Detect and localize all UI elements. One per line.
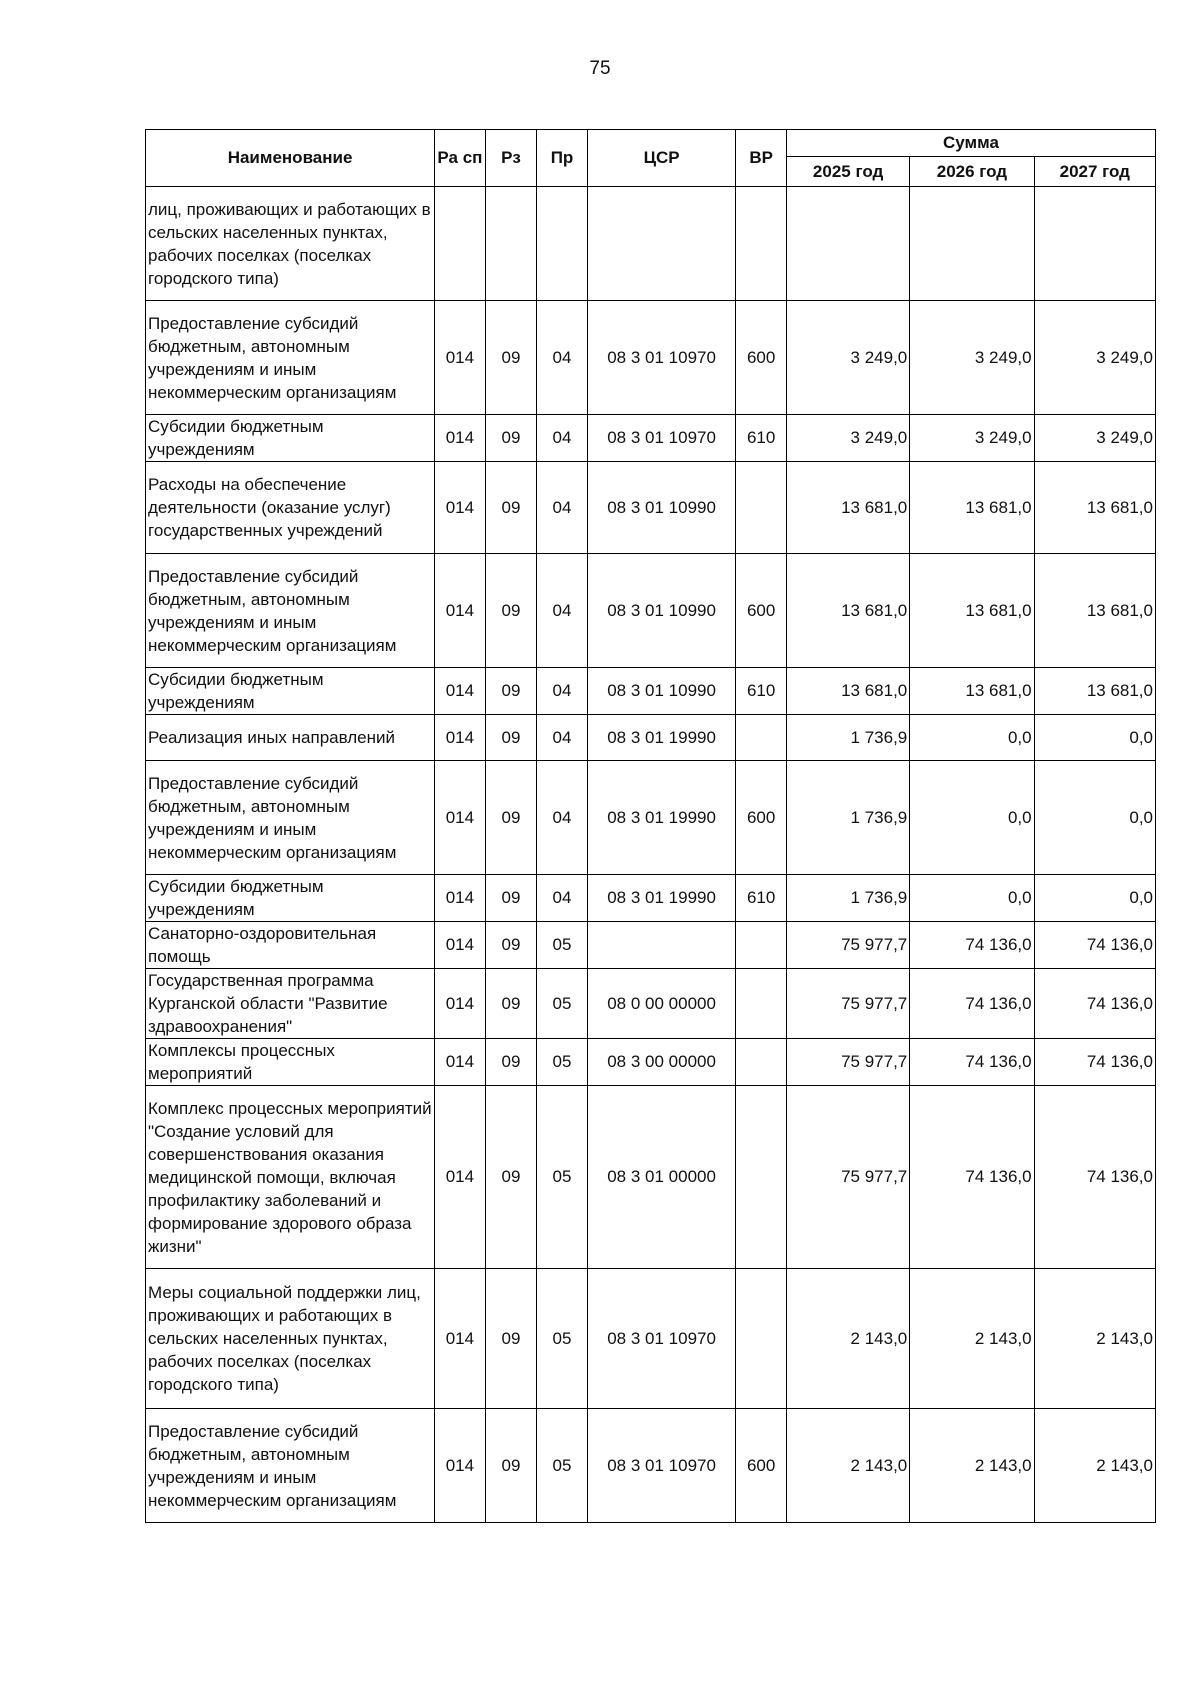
header-name: Наименование [146, 130, 435, 187]
row-sum-2026: 3 249,0 [910, 415, 1034, 462]
row-rasp: 014 [435, 462, 486, 554]
row-vr [736, 969, 787, 1039]
row-rasp: 014 [435, 1039, 486, 1086]
row-pr: 04 [537, 875, 588, 922]
row-sum-2026: 13 681,0 [910, 668, 1034, 715]
row-rasp: 014 [435, 1409, 486, 1523]
row-rasp: 014 [435, 1269, 486, 1409]
row-sum-2026: 13 681,0 [910, 462, 1034, 554]
table-row [146, 1039, 1156, 1086]
page-number: 75 [589, 58, 611, 79]
row-vr: 600 [736, 301, 787, 415]
row-rz: 09 [485, 554, 537, 668]
row-sum-2027: 0,0 [1034, 875, 1155, 922]
table-row [146, 761, 1156, 875]
row-rasp: 014 [435, 554, 486, 668]
table-row [146, 462, 1156, 554]
row-sum-2027: 74 136,0 [1034, 922, 1155, 969]
table-row [146, 415, 1156, 462]
row-sum-2027: 74 136,0 [1034, 1039, 1155, 1086]
row-name: Санаторно-оздоровительная помощь [146, 922, 435, 969]
budget-table [145, 129, 1156, 1523]
row-pr: 05 [537, 1086, 588, 1269]
row-name: лиц, проживающих и работающих в сельских населенных пунктах, рабочих поселках (поселках городского типа) [146, 187, 435, 301]
row-sum-2027: 3 249,0 [1034, 415, 1155, 462]
row-sum-2025: 75 977,7 [786, 1039, 909, 1086]
table-row [146, 969, 1156, 1039]
table-row [146, 875, 1156, 922]
row-sum-2027: 2 143,0 [1034, 1269, 1155, 1409]
row-name: Расходы на обеспечение деятельности (оказание услуг) государственных учреждений [146, 462, 435, 554]
row-rz: 09 [485, 301, 537, 415]
row-pr: 05 [537, 1409, 588, 1523]
row-sum-2025: 1 736,9 [786, 875, 909, 922]
row-sum-2026: 2 143,0 [910, 1269, 1034, 1409]
header-csr: ЦСР [587, 130, 736, 187]
row-rasp: 014 [435, 301, 486, 415]
row-rz: 09 [485, 1409, 537, 1523]
header-pr: Пр [537, 130, 588, 187]
row-sum-2026: 74 136,0 [910, 969, 1034, 1039]
row-vr [736, 1086, 787, 1269]
row-sum-2025: 75 977,7 [786, 969, 909, 1039]
row-sum-2027: 3 249,0 [1034, 301, 1155, 415]
row-pr: 05 [537, 1269, 588, 1409]
row-rz: 09 [485, 1039, 537, 1086]
row-pr: 04 [537, 668, 588, 715]
row-name: Меры социальной поддержки лиц, проживающих и работающих в сельских населенных пунктах, рабочих поселках (поселках городского типа) [146, 1269, 435, 1409]
row-name: Субсидии бюджетным учреждениям [146, 875, 435, 922]
row-rz: 09 [485, 415, 537, 462]
header-year-2027: 2027 год [1034, 157, 1155, 187]
row-csr: 08 3 01 19990 [587, 715, 736, 761]
row-vr [736, 922, 787, 969]
row-csr [587, 922, 736, 969]
row-rz [485, 187, 537, 301]
row-sum-2026: 2 143,0 [910, 1409, 1034, 1523]
row-rz: 09 [485, 922, 537, 969]
row-sum-2025: 75 977,7 [786, 922, 909, 969]
row-name: Комплексы процессных мероприятий [146, 1039, 435, 1086]
row-vr [736, 187, 787, 301]
header-vr: ВР [736, 130, 787, 187]
row-pr: 04 [537, 554, 588, 668]
row-pr: 04 [537, 715, 588, 761]
row-sum-2027: 74 136,0 [1034, 969, 1155, 1039]
row-name: Предоставление субсидий бюджетным, автономным учреждениям и иным некоммерческим организациям [146, 761, 435, 875]
row-sum-2027: 0,0 [1034, 715, 1155, 761]
table-row [146, 1409, 1156, 1523]
row-csr: 08 3 01 00000 [587, 1086, 736, 1269]
header-sum: Сумма [786, 130, 1155, 157]
row-rz: 09 [485, 969, 537, 1039]
row-csr: 08 3 01 19990 [587, 875, 736, 922]
row-name: Субсидии бюджетным учреждениям [146, 668, 435, 715]
header-rasp: Ра сп [435, 130, 486, 187]
row-name: Предоставление субсидий бюджетным, автономным учреждениям и иным некоммерческим организациям [146, 301, 435, 415]
row-rz: 09 [485, 875, 537, 922]
row-name: Предоставление субсидий бюджетным, автономным учреждениям и иным некоммерческим организациям [146, 1409, 435, 1523]
row-rz: 09 [485, 761, 537, 875]
row-sum-2027 [1034, 187, 1155, 301]
row-sum-2025 [786, 187, 909, 301]
row-vr [736, 462, 787, 554]
table-row [146, 668, 1156, 715]
row-csr: 08 3 00 00000 [587, 1039, 736, 1086]
table-row [146, 554, 1156, 668]
row-vr: 600 [736, 761, 787, 875]
row-pr: 05 [537, 922, 588, 969]
row-rz: 09 [485, 715, 537, 761]
row-vr: 610 [736, 875, 787, 922]
row-csr: 08 3 01 10970 [587, 1409, 736, 1523]
row-rasp: 014 [435, 875, 486, 922]
row-vr [736, 1039, 787, 1086]
header-year-2026: 2026 год [910, 157, 1034, 187]
row-rasp [435, 187, 486, 301]
row-vr: 610 [736, 415, 787, 462]
row-vr [736, 1269, 787, 1409]
table-row [146, 715, 1156, 761]
row-rasp: 014 [435, 415, 486, 462]
row-sum-2025: 3 249,0 [786, 415, 909, 462]
row-pr [537, 187, 588, 301]
row-rz: 09 [485, 668, 537, 715]
row-rasp: 014 [435, 1086, 486, 1269]
table-row [146, 922, 1156, 969]
row-sum-2026: 0,0 [910, 875, 1034, 922]
table-row [146, 1086, 1156, 1269]
row-sum-2026: 74 136,0 [910, 1039, 1034, 1086]
table-row [146, 301, 1156, 415]
row-pr: 05 [537, 1039, 588, 1086]
row-sum-2025: 1 736,9 [786, 761, 909, 875]
row-csr: 08 3 01 10990 [587, 668, 736, 715]
row-sum-2025: 2 143,0 [786, 1409, 909, 1523]
row-rz: 09 [485, 1269, 537, 1409]
row-vr: 600 [736, 554, 787, 668]
row-csr [587, 187, 736, 301]
row-sum-2025: 13 681,0 [786, 462, 909, 554]
row-csr: 08 0 00 00000 [587, 969, 736, 1039]
row-pr: 04 [537, 761, 588, 875]
row-vr: 600 [736, 1409, 787, 1523]
row-sum-2027: 0,0 [1034, 761, 1155, 875]
row-sum-2026: 0,0 [910, 715, 1034, 761]
row-sum-2027: 13 681,0 [1034, 462, 1155, 554]
row-sum-2025: 13 681,0 [786, 668, 909, 715]
row-pr: 04 [537, 415, 588, 462]
row-vr: 610 [736, 668, 787, 715]
row-sum-2026: 74 136,0 [910, 1086, 1034, 1269]
row-sum-2026: 3 249,0 [910, 301, 1034, 415]
row-name: Субсидии бюджетным учреждениям [146, 415, 435, 462]
row-sum-2027: 2 143,0 [1034, 1409, 1155, 1523]
row-csr: 08 3 01 10990 [587, 462, 736, 554]
row-sum-2026: 13 681,0 [910, 554, 1034, 668]
row-sum-2027: 13 681,0 [1034, 554, 1155, 668]
row-pr: 05 [537, 969, 588, 1039]
row-csr: 08 3 01 10970 [587, 415, 736, 462]
row-pr: 04 [537, 462, 588, 554]
header-rz: Рз [485, 130, 537, 187]
row-name: Реализация иных направлений [146, 715, 435, 761]
row-rasp: 014 [435, 761, 486, 875]
row-rasp: 014 [435, 922, 486, 969]
row-rz: 09 [485, 462, 537, 554]
table-row [146, 187, 1156, 301]
row-sum-2025: 75 977,7 [786, 1086, 909, 1269]
row-pr: 04 [537, 301, 588, 415]
row-csr: 08 3 01 10970 [587, 301, 736, 415]
row-rasp: 014 [435, 969, 486, 1039]
row-sum-2025: 13 681,0 [786, 554, 909, 668]
row-sum-2025: 1 736,9 [786, 715, 909, 761]
row-sum-2026 [910, 187, 1034, 301]
row-vr [736, 715, 787, 761]
row-rasp: 014 [435, 668, 486, 715]
row-sum-2025: 2 143,0 [786, 1269, 909, 1409]
row-sum-2025: 3 249,0 [786, 301, 909, 415]
table-header [146, 130, 1156, 187]
row-name: Предоставление субсидий бюджетным, автономным учреждениям и иным некоммерческим организациям [146, 554, 435, 668]
row-csr: 08 3 01 10990 [587, 554, 736, 668]
table-body [146, 187, 1156, 1523]
row-sum-2026: 74 136,0 [910, 922, 1034, 969]
row-name: Комплекс процессных мероприятий "Создание условий для совершенствования оказания медицинской помощи, включая профилактику заболеваний и формирование здорового образа жизни" [146, 1086, 435, 1269]
row-sum-2027: 74 136,0 [1034, 1086, 1155, 1269]
row-csr: 08 3 01 19990 [587, 761, 736, 875]
row-rz: 09 [485, 1086, 537, 1269]
header-year-2025: 2025 год [786, 157, 909, 187]
row-csr: 08 3 01 10970 [587, 1269, 736, 1409]
table-row [146, 1269, 1156, 1409]
row-name: Государственная программа Курганской области "Развитие здравоохранения" [146, 969, 435, 1039]
row-sum-2026: 0,0 [910, 761, 1034, 875]
row-rasp: 014 [435, 715, 486, 761]
row-sum-2027: 13 681,0 [1034, 668, 1155, 715]
